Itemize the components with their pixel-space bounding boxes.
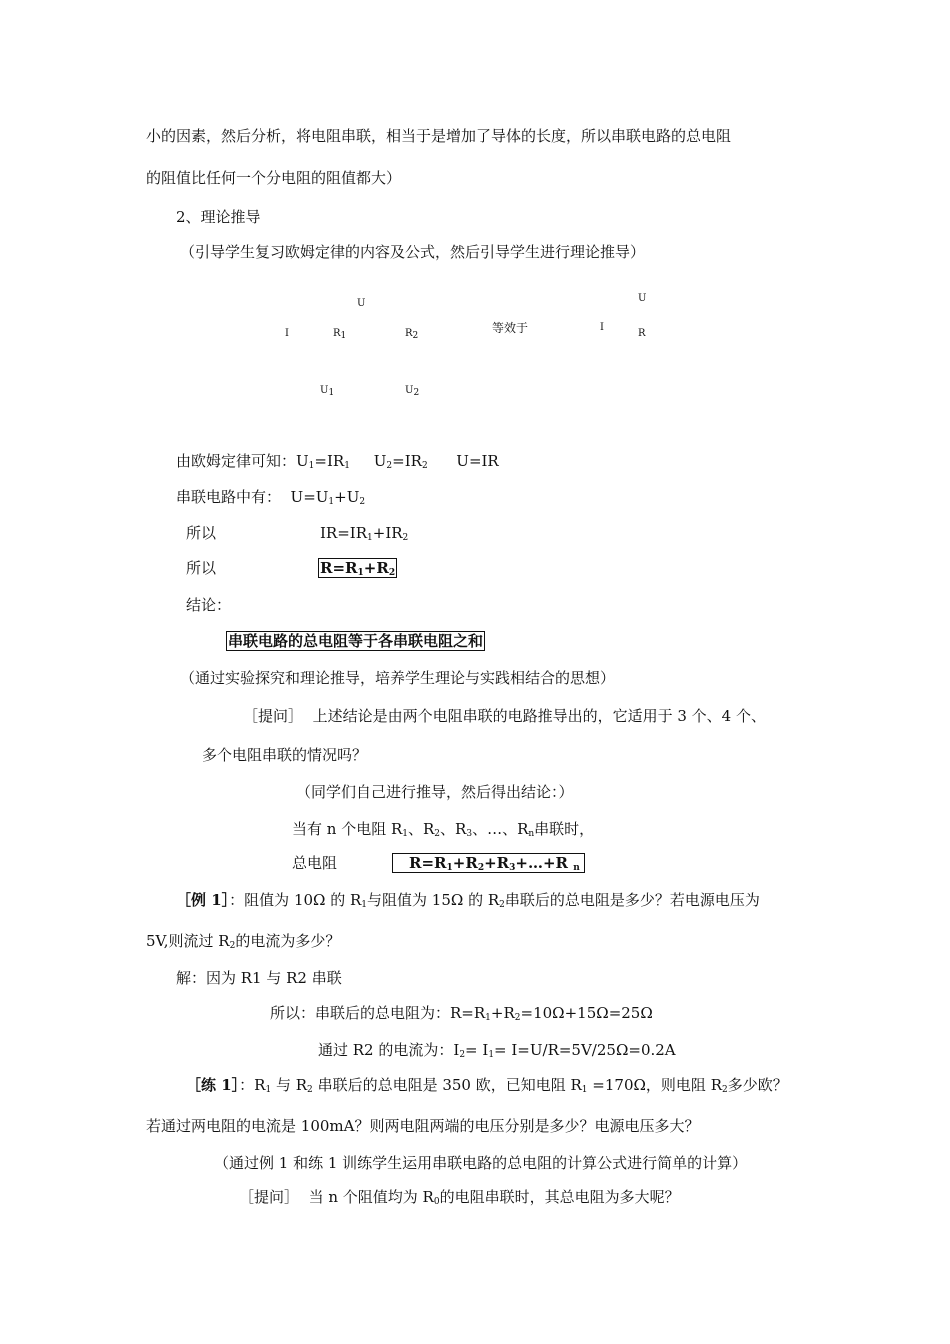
practice-line: ［练 1］：$R_1$ 与 $R_2$ 串联后的总电阻是 350 欧，已知电阻 $R_1 =170\Omega$，则电阻 $R_2$多少欧？ [186, 1076, 788, 1095]
label-r-right: R [638, 328, 646, 339]
paragraph-line: （引导学生复习欧姆定律的内容及公式，然后引导学生进行理论推导） [180, 243, 646, 261]
n-resistors-line: 当有 n 个电阻 $R_1$、$R_2$、$R_3$、…、$R_n$串联时， [292, 820, 595, 839]
total-label: 总电阻 [292, 854, 338, 872]
label-u: U [357, 298, 366, 309]
paragraph-line: （通过实验探究和理论推导，培养学生理论与实践相结合的思想） [180, 669, 616, 687]
question-line: ［提问］ 上述结论是由两个电阻串联的电路推导出的，它适用于 3 个、4 个、 [243, 707, 766, 725]
equation: $IR=IR_1+IR_2$ [320, 524, 409, 543]
paragraph-line: 的阻值比任何一个分电阻的阻值都大） [146, 169, 402, 187]
conclusion-box: 串联电路的总电阻等于各串联电阻之和 [228, 632, 484, 650]
paragraph-line: 若通过两电阻的电流是 100mA？则两电阻两端的电压分别是多少？电源电压多大？ [146, 1117, 700, 1135]
label-i-right: I [600, 322, 604, 333]
solution-line: 所以：串联后的总电阻为：$R=R_1+R_2=10\Omega+15\Omega=25\Omega$ [270, 1004, 653, 1023]
label-r2: $R_2$ [405, 328, 419, 341]
paragraph-line: （通过例 1 和练 1 训练学生运用串联电路的总电阻的计算公式进行简单的计算） [214, 1154, 748, 1172]
label-u-right: U [638, 293, 647, 304]
solution-line: 通过 R2 的电流为：$I_2= I_1= I=U/R=5V/25\Omega=0.2A$ [318, 1041, 676, 1060]
solution-line: 解：因为 R1 与 R2 串联 [176, 969, 342, 987]
paragraph-line: （同学们自己进行推导，然后得出结论：） [296, 783, 574, 801]
paragraph-line: 小的因素，然后分析，将电阻串联，相当于是增加了导体的长度，所以串联电路的总电阻 [146, 127, 732, 145]
section-heading: 2、理论推导 [176, 208, 261, 226]
formula-box: $R=R_1+R_2+R_3+\dots+R$ $_n$ [392, 853, 585, 873]
label-u1: $U_1$ [320, 385, 335, 398]
label-equivalent: 等效于 [492, 321, 529, 335]
conclusion-label: 结论： [186, 596, 232, 614]
example-line: 5V,则流过 $R_2$的电流为多少？ [146, 932, 341, 951]
ohm-line: 由欧姆定律可知：$U_1=IR_1$ $U_2=IR_2$ U=IR [176, 452, 499, 471]
so-label: 所以 [186, 524, 217, 542]
label-r1: $R_1$ [333, 328, 347, 341]
so-label: 所以 [186, 559, 217, 577]
paragraph-line: 多个电阻串联的情况吗？ [202, 746, 368, 764]
formula-box: $R=R_1+R_2$ [320, 559, 396, 578]
question-line: ［提问］ 当 n 个阻值均为 $R_0$的电阻串联时，其总电阻为多大呢？ [239, 1188, 680, 1207]
label-i: I [285, 328, 289, 339]
series-line: 串联电路中有： $U=U_1+U_2$ [176, 488, 366, 507]
example-line: ［例 1］：阻值为 10Ω 的 $R_1$与阻值为 15Ω 的 $R_2$串联后的总电阻是多少？若电源电压为 [176, 891, 760, 910]
label-u2: $U_2$ [405, 385, 420, 398]
